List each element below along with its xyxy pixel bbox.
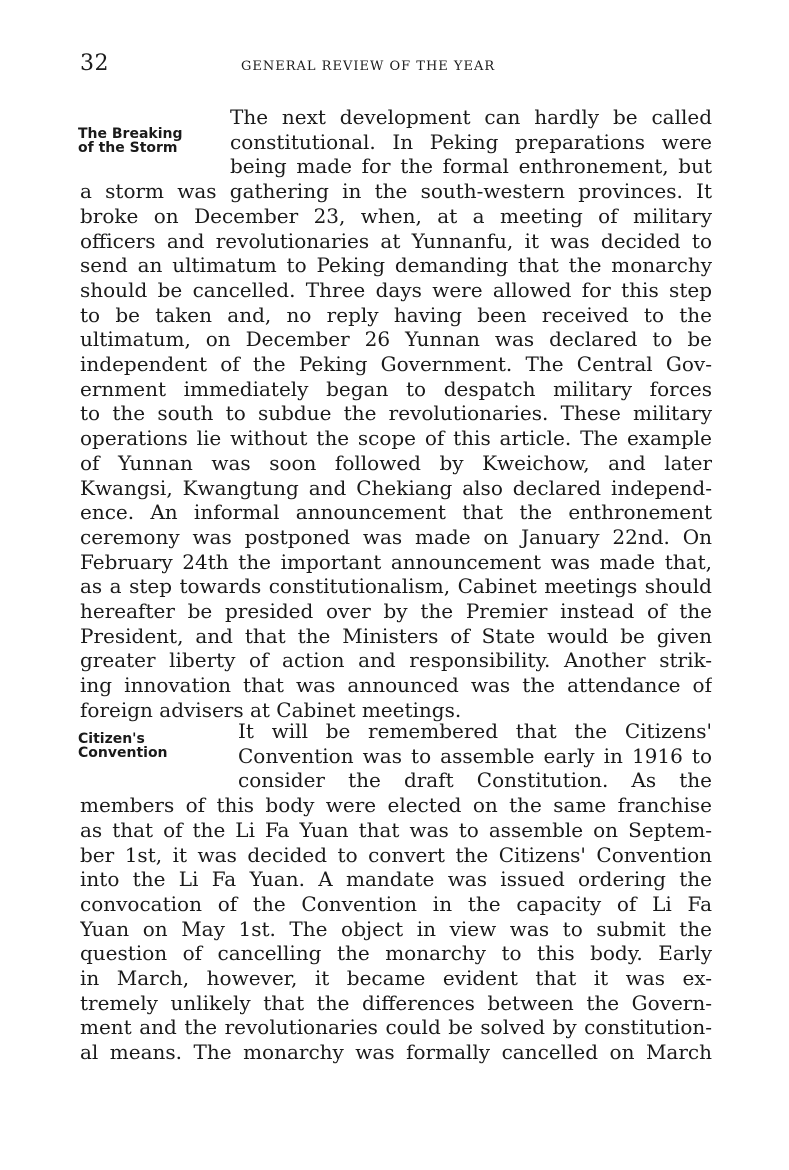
text-line: in March, however, it became evident that it was ex-: [80, 966, 712, 990]
text-line: greater liberty of action and responsibility. Another strik-: [80, 648, 712, 673]
text-line: broke on December 23, when, at a meeting of military: [80, 203, 712, 228]
text-line: officers and revolutionaries at Yunnanfu, it was decided to: [80, 228, 712, 253]
text-line: as a step towards constitutionalism, Cabinet meetings should: [80, 574, 712, 599]
text-line: foreign advisers at Cabinet meetings.: [80, 697, 462, 722]
text-line: being made for the formal enthronement, but: [230, 154, 712, 179]
text-line: tremely unlikely that the differences between the Govern-: [80, 990, 712, 1015]
text-line: members of this body were elected on the same franchise: [80, 793, 712, 818]
text-line: The next development can hardly be called: [230, 105, 712, 129]
text-line: ultimatum, on December 26 Yunnan was declared to be: [80, 327, 712, 352]
side-heading-line: of the Storm: [78, 140, 178, 156]
running-head-text: GENERAL REVIEW OF THE YEAR: [241, 59, 496, 74]
text-line: to be taken and, no reply having been received to the: [80, 302, 712, 327]
text-line: into the Li Fa Yuan. A mandate was issued ordering the: [80, 867, 712, 892]
text-line: constitutional. In Peking preparations were: [230, 129, 712, 154]
text-line: Kwangsi, Kwangtung and Chekiang also declared independ-: [80, 475, 712, 500]
text-line: It will be remembered that the Citizens': [238, 719, 712, 743]
side-heading-line: The Breaking: [78, 126, 183, 142]
text-line: ment and the revolutionaries could be solved by constitution-: [80, 1015, 712, 1040]
text-line: send an ultimatum to Peking demanding that the monarchy: [80, 253, 712, 278]
text-line: hereafter be presided over by the Premier instead of the: [80, 599, 712, 623]
text-line: a storm was gathering in the south-western provinces. It: [80, 179, 712, 204]
running-head: [241, 56, 495, 74]
text-line: ence. An informal announcement that the enthronement: [80, 500, 712, 525]
text-line: President, and that the Ministers of State would be given: [80, 623, 712, 648]
text-line: Convention was to assemble early in 1916 to: [238, 743, 712, 768]
side-heading-line: Convention: [78, 745, 168, 761]
page-number: 32: [80, 51, 109, 76]
text-line: independent of the Peking Government. The Central Gov-: [80, 352, 712, 376]
text-line: question of cancelling the monarchy to this body. Early: [80, 941, 712, 966]
text-line: operations lie without the scope of this article. The example: [80, 426, 712, 451]
side-heading-citizens-convention: [78, 732, 168, 760]
text-line: should be cancelled. Three days were allowed for this step: [80, 277, 712, 302]
text-line: as that of the Li Fa Yuan that was to assemble on Septem-: [80, 817, 712, 842]
text-line: ber 1st, it was decided to convert the Citizens' Convention: [80, 842, 712, 867]
side-heading-breaking-of-the-storm: [78, 127, 183, 155]
text-line: to the south to subdue the revolutionaries. These military: [80, 401, 712, 426]
text-line: Yuan on May 1st. The object in view was to submit the: [80, 916, 712, 941]
text-line: of Yunnan was soon followed by Kweichow, and later: [80, 450, 712, 475]
side-heading-line: Citizen's: [78, 731, 145, 747]
text-line: February 24th the important announcement was made that,: [80, 549, 712, 574]
text-line: al means. The monarchy was formally cancelled on March: [80, 1040, 712, 1065]
text-line: consider the draft Constitution. As the: [238, 768, 712, 793]
text-line: convocation of the Convention in the capacity of Li Fa: [80, 891, 712, 916]
text-line: ceremony was postponed was made on January 22nd. On: [80, 524, 712, 549]
text-line: ing innovation that was announced was the attendance of: [80, 673, 712, 698]
text-line: ernment immediately began to despatch military forces: [80, 376, 712, 401]
